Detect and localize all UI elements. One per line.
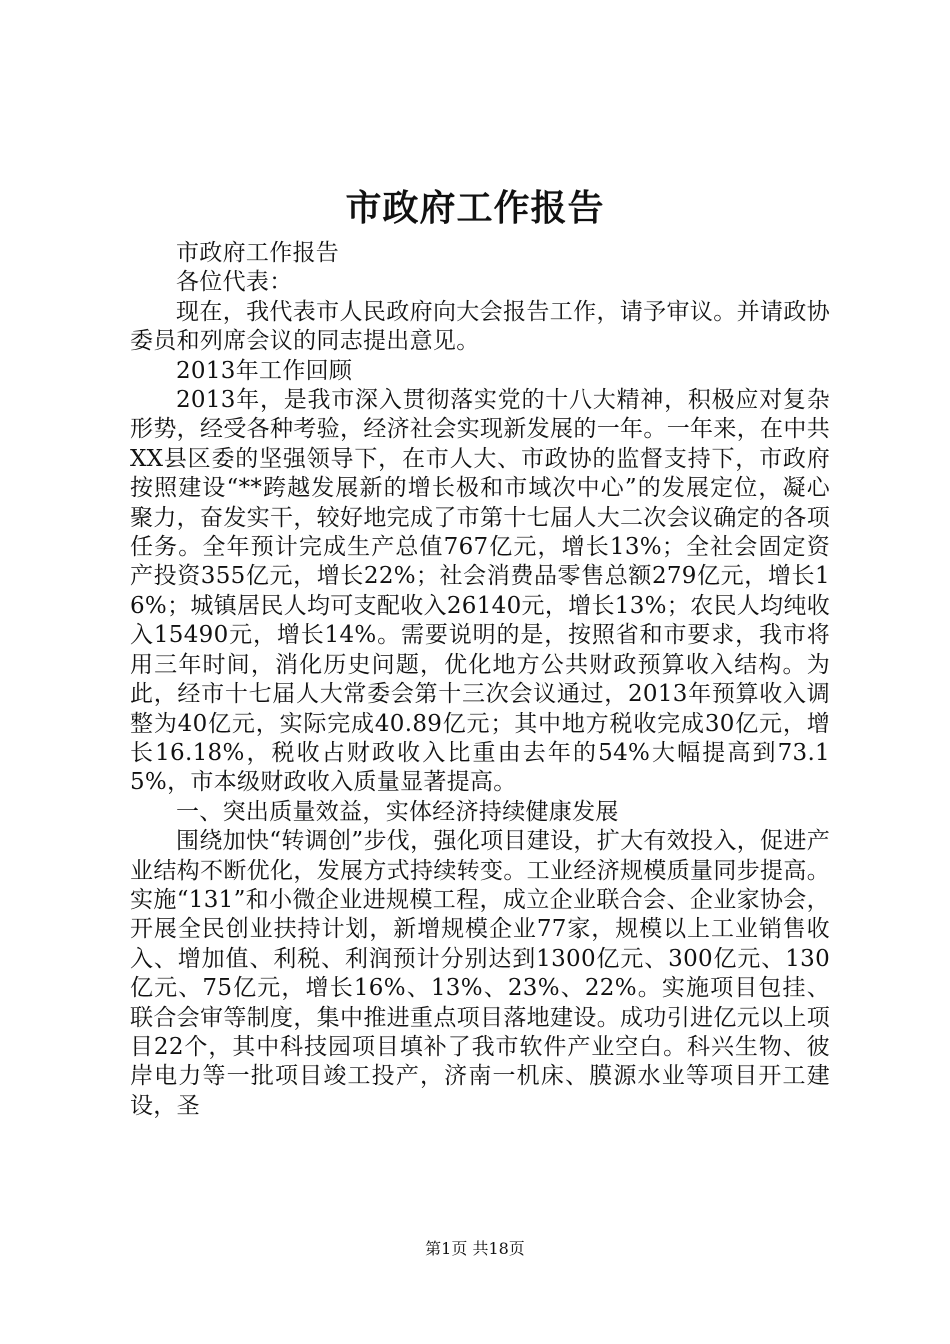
document-body <box>130 239 830 1121</box>
paragraph-economy: 围绕加快“转调创”步伐，强化项目建设，扩大有效投入，促进产业结构不断优化，发展方式持续转变。工业经济规模质量同步提高。实施“131”和小微企业进规模工程，成立企业联合会、企业家协会，开展全民创业扶持计划，新增规模企业77家，规模以上工业销售收入、增加值、利税、利润预计分别达到1300亿元、300亿元、130亿元、75亿元，增长16%、13%、23%、22%。实施项目包挂、联合会审等制度，集中推进重点项目落地建设。成功引进亿元以上项目22个，其中科技园项目填补了我市软件产业空白。科兴生物、彼岸电力等一批项目竣工投产，济南一机床、膜源水业等项目开工建设，圣 <box>130 828 830 1119</box>
paragraph-review-summary: 2013年，是我市深入贯彻落实党的十八大精神，积极应对复杂形势，经受各种考验，经济社会实现新发展的一年。一年来，在中共XX县区委的坚强领导下，在市人大、市政协的监督支持下，市政府按照建设“**跨越发展新的增长极和市域次中心”的发展定位，凝心聚力，奋发实干，较好地完成了市第十七届人大二次会议确定的各项任务。全年预计完成生产总值767亿元，增长13%；全社会固定资产投资355亿元，增长22%；社会消费品零售总额279亿元，增长16%；城镇居民人均可支配收入26140元，增长13%；农民人均纯收入15490元，增长14%。需要说明的是，按照省和市要求，我市将用三年时间，消化历史问题，优化地方公共财政预算收入结构。为此，经市十七届人大常委会第十三次会议通过，2013年预算收入调整为40亿元，实际完成40.89亿元；其中地方税收完成30亿元，增长16.18%，税收占财政收入比重由去年的54%大幅提高到73.15%，市本级财政收入质量显著提高。 <box>130 387 830 796</box>
paragraph-opening: 现在，我代表市人民政府向大会报告工作，请予审议。并请政协委员和列席会议的同志提出意见。 <box>130 298 830 355</box>
paragraph-salutation: 各位代表： <box>176 269 293 296</box>
section-heading-review: 2013年工作回顾 <box>176 357 353 384</box>
document-title: 市政府工作报告 <box>345 187 605 229</box>
page-footer: 第1页 共18页 <box>425 1239 525 1258</box>
section-heading-economy: 一、突出质量效益，实体经济持续健康发展 <box>176 798 619 825</box>
paragraph-subtitle: 市政府工作报告 <box>176 240 340 266</box>
